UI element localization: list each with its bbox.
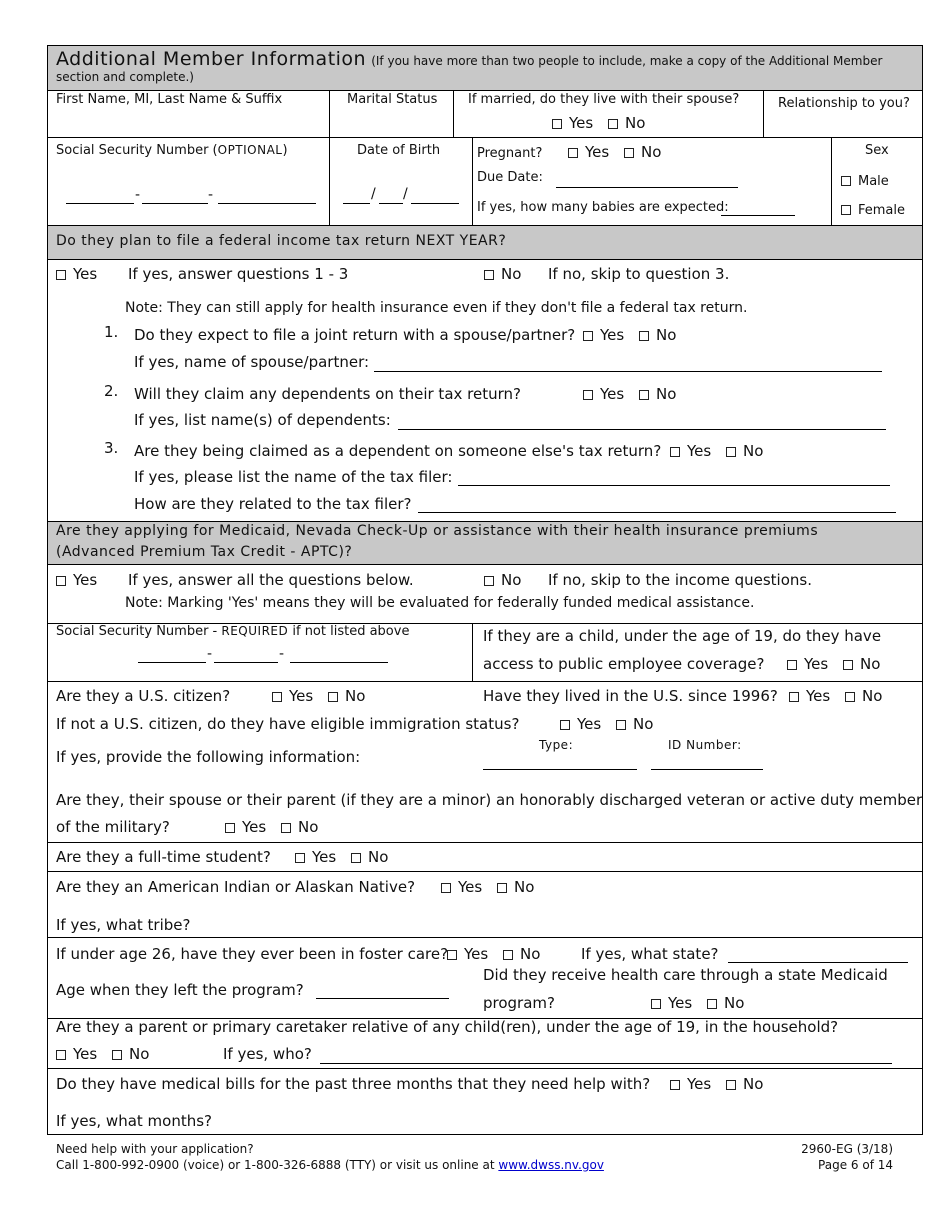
dob-year-input[interactable] — [411, 203, 459, 204]
pregnant-options — [568, 143, 661, 161]
medical-bills-months-label: If yes, what months? — [56, 1112, 213, 1130]
medical-bills-yes-checkbox[interactable] — [670, 1080, 680, 1090]
yes-label: Yes — [73, 265, 98, 283]
female-label: Female — [858, 203, 906, 218]
pregnant-yes-checkbox[interactable] — [568, 148, 578, 158]
foster-care-options — [447, 945, 540, 963]
ssn-dash: - — [279, 646, 285, 662]
veteran-yes-checkbox[interactable] — [225, 823, 235, 833]
medicaid-yes-instruction: If yes, answer all the questions below. — [128, 571, 414, 589]
lived-since-1996-options — [789, 687, 882, 705]
q3-follow2-label: How are they related to the tax filer? — [134, 495, 412, 513]
due-date-input[interactable] — [556, 187, 738, 188]
medicaid-no-option — [484, 571, 521, 589]
ssn-optional-word: OPTIONAL — [217, 143, 283, 157]
footer-contact — [56, 1158, 604, 1172]
ssn-optional-label — [56, 143, 288, 158]
spouse-partner-name-input[interactable] — [374, 371, 882, 372]
tax-filer-relation-input[interactable] — [418, 512, 896, 513]
yes-label: Yes — [585, 143, 610, 161]
divider — [48, 259, 922, 260]
live-with-spouse-label: If married, do they live with their spouse? — [468, 92, 740, 107]
q1-options — [583, 326, 676, 344]
ssn-label-close: ) — [282, 143, 288, 158]
immigration-options — [560, 715, 653, 733]
state-medicaid-line1: Did they receive health care through a state Medicaid — [483, 966, 888, 984]
divider — [329, 137, 330, 225]
dependents-names-input[interactable] — [398, 429, 886, 430]
dob-day-input[interactable] — [379, 203, 403, 204]
medical-bills-no-checkbox[interactable] — [726, 1080, 736, 1090]
no-label: No — [298, 818, 319, 836]
student-options — [295, 848, 388, 866]
footer-call-text: Call 1-800-992-0900 (voice) or 1-800-326-6888 (TTY) or visit us online at — [56, 1158, 499, 1172]
immigration-yes-checkbox[interactable] — [560, 720, 570, 730]
q1-text: Do they expect to file a joint return with a spouse/partner? — [134, 326, 576, 344]
no-label: No — [501, 265, 522, 283]
q1-yes-checkbox[interactable] — [583, 331, 593, 341]
provide-info-label: If yes, provide the following information: — [56, 748, 361, 766]
caretaker-who-input[interactable] — [320, 1063, 892, 1064]
sex-female-checkbox[interactable] — [841, 205, 851, 215]
yes-label: Yes — [804, 655, 829, 673]
due-date-label: Due Date: — [477, 170, 543, 185]
sex-male-option — [841, 174, 889, 189]
student-yes-checkbox[interactable] — [295, 853, 305, 863]
foster-care-yes-checkbox[interactable] — [447, 950, 457, 960]
caretaker-no-checkbox[interactable] — [112, 1050, 122, 1060]
ssn-dash: - — [208, 187, 214, 203]
divider — [48, 937, 922, 938]
no-label: No — [641, 143, 662, 161]
tribe-label: If yes, what tribe? — [56, 916, 191, 934]
no-label: No — [520, 945, 541, 963]
tax-note: Note: They can still apply for health insurance even if they don't file a federal tax return. — [125, 300, 748, 316]
ssn-dash: - — [135, 187, 141, 203]
citizen-no-checkbox[interactable] — [328, 692, 338, 702]
q1-no-checkbox[interactable] — [639, 331, 649, 341]
dwss-website-link[interactable]: www.dwss.nv.gov — [498, 1158, 604, 1172]
yes-label: Yes — [458, 878, 483, 896]
divider — [472, 137, 473, 225]
yes-label: Yes — [312, 848, 337, 866]
ssn-required-text-b: if not listed above — [288, 624, 410, 639]
dob-slash: / — [371, 186, 376, 202]
immigration-id-label: ID Number: — [668, 738, 742, 752]
no-label: No — [743, 442, 764, 460]
child-coverage-options — [787, 655, 880, 673]
live-with-spouse-no-checkbox[interactable] — [608, 119, 618, 129]
ssn-label-text: Social Security Number ( — [56, 143, 218, 158]
child-coverage-line1: If they are a child, under the age of 19, do they have — [483, 627, 882, 645]
live-with-spouse-options — [552, 114, 645, 132]
ssn-required-text-a: Social Security Number - — [56, 624, 222, 639]
veteran-question-line1: Are they, their spouse or their parent (if they are a minor) an honorably discharged veteran or active duty member — [56, 791, 923, 809]
yes-label: Yes — [464, 945, 489, 963]
ssn-part1-input[interactable] — [66, 203, 134, 204]
caretaker-question: Are they a parent or primary caretaker relative of any child(ren), under the age of 19, in the household? — [56, 1018, 839, 1036]
yes-label: Yes — [289, 687, 314, 705]
child-coverage-no-checkbox[interactable] — [843, 660, 853, 670]
no-label: No — [129, 1045, 150, 1063]
q2-number: 2. — [104, 382, 119, 400]
ssn-part2-input[interactable] — [142, 203, 208, 204]
citizen-yes-checkbox[interactable] — [272, 692, 282, 702]
ssn-required-part1-input[interactable] — [138, 662, 206, 663]
tax-file-yes-option — [56, 265, 97, 283]
name-label: First Name, MI, Last Name & Suffix — [56, 92, 283, 107]
medicaid-yes-checkbox[interactable] — [56, 576, 66, 586]
q3-follow1-label: If yes, please list the name of the tax filer: — [134, 468, 453, 486]
divider — [48, 564, 922, 565]
ssn-dash: - — [207, 646, 213, 662]
yes-label: Yes — [242, 818, 267, 836]
medicaid-header-line1: Are they applying for Medicaid, Nevada Check-Up or assistance with their health insurance premiums — [56, 523, 819, 539]
tax-header: Do they plan to file a federal income tax return NEXT YEAR? — [56, 233, 507, 249]
yes-label: Yes — [73, 1045, 98, 1063]
state-medicaid-no-checkbox[interactable] — [707, 999, 717, 1009]
state-medicaid-line2: program? — [483, 994, 555, 1012]
caretaker-options — [56, 1045, 149, 1063]
no-label: No — [860, 655, 881, 673]
divider — [453, 90, 454, 137]
no-label: No — [656, 385, 677, 403]
dob-slash: / — [403, 186, 408, 202]
babies-expected-label: If yes, how many babies are expected: — [477, 200, 729, 215]
tax-yes-instruction: If yes, answer questions 1 - 3 — [128, 265, 349, 283]
divider — [48, 871, 922, 872]
divider — [48, 681, 922, 682]
student-question: Are they a full-time student? — [56, 848, 271, 866]
page-number: Page 6 of 14 — [818, 1158, 893, 1172]
dob-label: Date of Birth — [357, 143, 441, 158]
q3-number: 3. — [104, 439, 119, 457]
babies-expected-input[interactable] — [721, 215, 795, 216]
state-medicaid-options — [651, 994, 744, 1012]
no-label: No — [345, 687, 366, 705]
veteran-question-line2: of the military? — [56, 818, 170, 836]
q2-no-checkbox[interactable] — [639, 390, 649, 400]
q3-text: Are they being claimed as a dependent on someone else's tax return? — [134, 442, 662, 460]
divider — [48, 1068, 922, 1069]
yes-label: Yes — [687, 1075, 712, 1093]
section-header — [56, 48, 882, 70]
yes-label: Yes — [806, 687, 831, 705]
tax-file-yes-checkbox[interactable] — [56, 270, 66, 280]
yes-label: Yes — [687, 442, 712, 460]
medicaid-note: Note: Marking 'Yes' means they will be evaluated for federally funded medical assistance. — [125, 595, 755, 611]
q1-follow-label: If yes, name of spouse/partner: — [134, 353, 370, 371]
q3-yes-checkbox[interactable] — [670, 447, 680, 457]
no-label: No — [633, 715, 654, 733]
live-with-spouse-yes-checkbox[interactable] — [552, 119, 562, 129]
divider — [472, 623, 473, 681]
age-left-program-label: Age when they left the program? — [56, 981, 304, 999]
tax-file-no-checkbox[interactable] — [484, 270, 494, 280]
state-medicaid-yes-checkbox[interactable] — [651, 999, 661, 1009]
tax-file-no-option — [484, 265, 521, 283]
age-left-program-input[interactable] — [316, 998, 449, 999]
no-label: No — [862, 687, 883, 705]
sex-label: Sex — [865, 143, 889, 158]
no-label: No — [625, 114, 646, 132]
q3-options — [670, 442, 763, 460]
foster-care-question: If under age 26, have they ever been in foster care? — [56, 945, 449, 963]
footer-help: Need help with your application? — [56, 1142, 254, 1156]
yes-label: Yes — [600, 326, 625, 344]
veteran-options — [225, 818, 318, 836]
immigration-question: If not a U.S. citizen, do they have eligible immigration status? — [56, 715, 520, 733]
pregnant-no-checkbox[interactable] — [624, 148, 634, 158]
section-title: Additional Member Information — [56, 48, 367, 70]
ssn-required-label — [56, 624, 409, 639]
divider — [763, 90, 764, 137]
medicaid-yes-option — [56, 571, 97, 589]
male-label: Male — [858, 174, 889, 189]
veteran-no-checkbox[interactable] — [281, 823, 291, 833]
medicaid-no-checkbox[interactable] — [484, 576, 494, 586]
student-no-checkbox[interactable] — [351, 853, 361, 863]
native-yes-checkbox[interactable] — [441, 883, 451, 893]
immigration-type-input[interactable] — [483, 769, 637, 770]
ssn-required-part3-input[interactable] — [290, 662, 388, 663]
yes-label: Yes — [569, 114, 594, 132]
citizen-question: Are they a U.S. citizen? — [56, 687, 231, 705]
q2-text: Will they claim any dependents on their tax return? — [134, 385, 521, 403]
divider — [831, 137, 832, 225]
caretaker-yes-checkbox[interactable] — [56, 1050, 66, 1060]
sex-male-checkbox[interactable] — [841, 176, 851, 186]
dob-month-input[interactable] — [343, 203, 370, 204]
child-coverage-yes-checkbox[interactable] — [787, 660, 797, 670]
tax-filer-name-input[interactable] — [458, 485, 890, 486]
divider — [48, 842, 922, 843]
divider — [48, 137, 922, 138]
native-no-checkbox[interactable] — [497, 883, 507, 893]
lived-since-1996-no-checkbox[interactable] — [845, 692, 855, 702]
no-label: No — [724, 994, 745, 1012]
divider — [48, 90, 922, 91]
lived-since-1996-question: Have they lived in the U.S. since 1996? — [483, 687, 778, 705]
yes-label: Yes — [73, 571, 98, 589]
medical-bills-options — [670, 1075, 763, 1093]
q3-no-checkbox[interactable] — [726, 447, 736, 457]
foster-care-no-checkbox[interactable] — [503, 950, 513, 960]
tax-no-instruction: If no, skip to question 3. — [548, 265, 730, 283]
sex-female-option — [841, 203, 905, 218]
pregnant-label: Pregnant? — [477, 146, 543, 161]
foster-state-label: If yes, what state? — [581, 945, 719, 963]
no-label: No — [656, 326, 677, 344]
no-label: No — [743, 1075, 764, 1093]
yes-label: Yes — [668, 994, 693, 1012]
marital-status-label: Marital Status — [347, 92, 438, 107]
relationship-label: Relationship to you? — [778, 96, 910, 111]
immigration-id-input[interactable] — [651, 769, 763, 770]
q2-follow-label: If yes, list name(s) of dependents: — [134, 411, 391, 429]
native-options — [441, 878, 534, 896]
no-label: No — [368, 848, 389, 866]
immigration-type-label: Type: — [539, 738, 574, 752]
foster-state-input[interactable] — [728, 962, 908, 963]
medicaid-no-instruction: If no, skip to the income questions. — [548, 571, 812, 589]
no-label: No — [514, 878, 535, 896]
q2-options — [583, 385, 676, 403]
section-subtitle-cont: section and complete.) — [56, 70, 194, 84]
immigration-no-checkbox[interactable] — [616, 720, 626, 730]
citizen-options — [272, 687, 365, 705]
q2-yes-checkbox[interactable] — [583, 390, 593, 400]
ssn-required-word: REQUIRED — [221, 624, 289, 638]
native-question: Are they an American Indian or Alaskan Native? — [56, 878, 416, 896]
divider — [329, 90, 330, 137]
medicaid-header-line2: (Advanced Premium Tax Credit - APTC)? — [56, 544, 353, 560]
section-subtitle: (If you have more than two people to include, make a copy of the Additional Member — [371, 54, 883, 68]
q1-number: 1. — [104, 323, 119, 341]
child-coverage-line2: access to public employee coverage? — [483, 655, 765, 673]
lived-since-1996-yes-checkbox[interactable] — [789, 692, 799, 702]
ssn-part3-input[interactable] — [218, 203, 316, 204]
yes-label: Yes — [600, 385, 625, 403]
medical-bills-question: Do they have medical bills for the past three months that they need help with? — [56, 1075, 651, 1093]
yes-label: Yes — [577, 715, 602, 733]
form-id: 2960-EG (3/18) — [801, 1142, 893, 1156]
ssn-required-part2-input[interactable] — [214, 662, 278, 663]
no-label: No — [501, 571, 522, 589]
additional-member-form — [47, 45, 923, 1135]
caretaker-who-label: If yes, who? — [223, 1045, 312, 1063]
